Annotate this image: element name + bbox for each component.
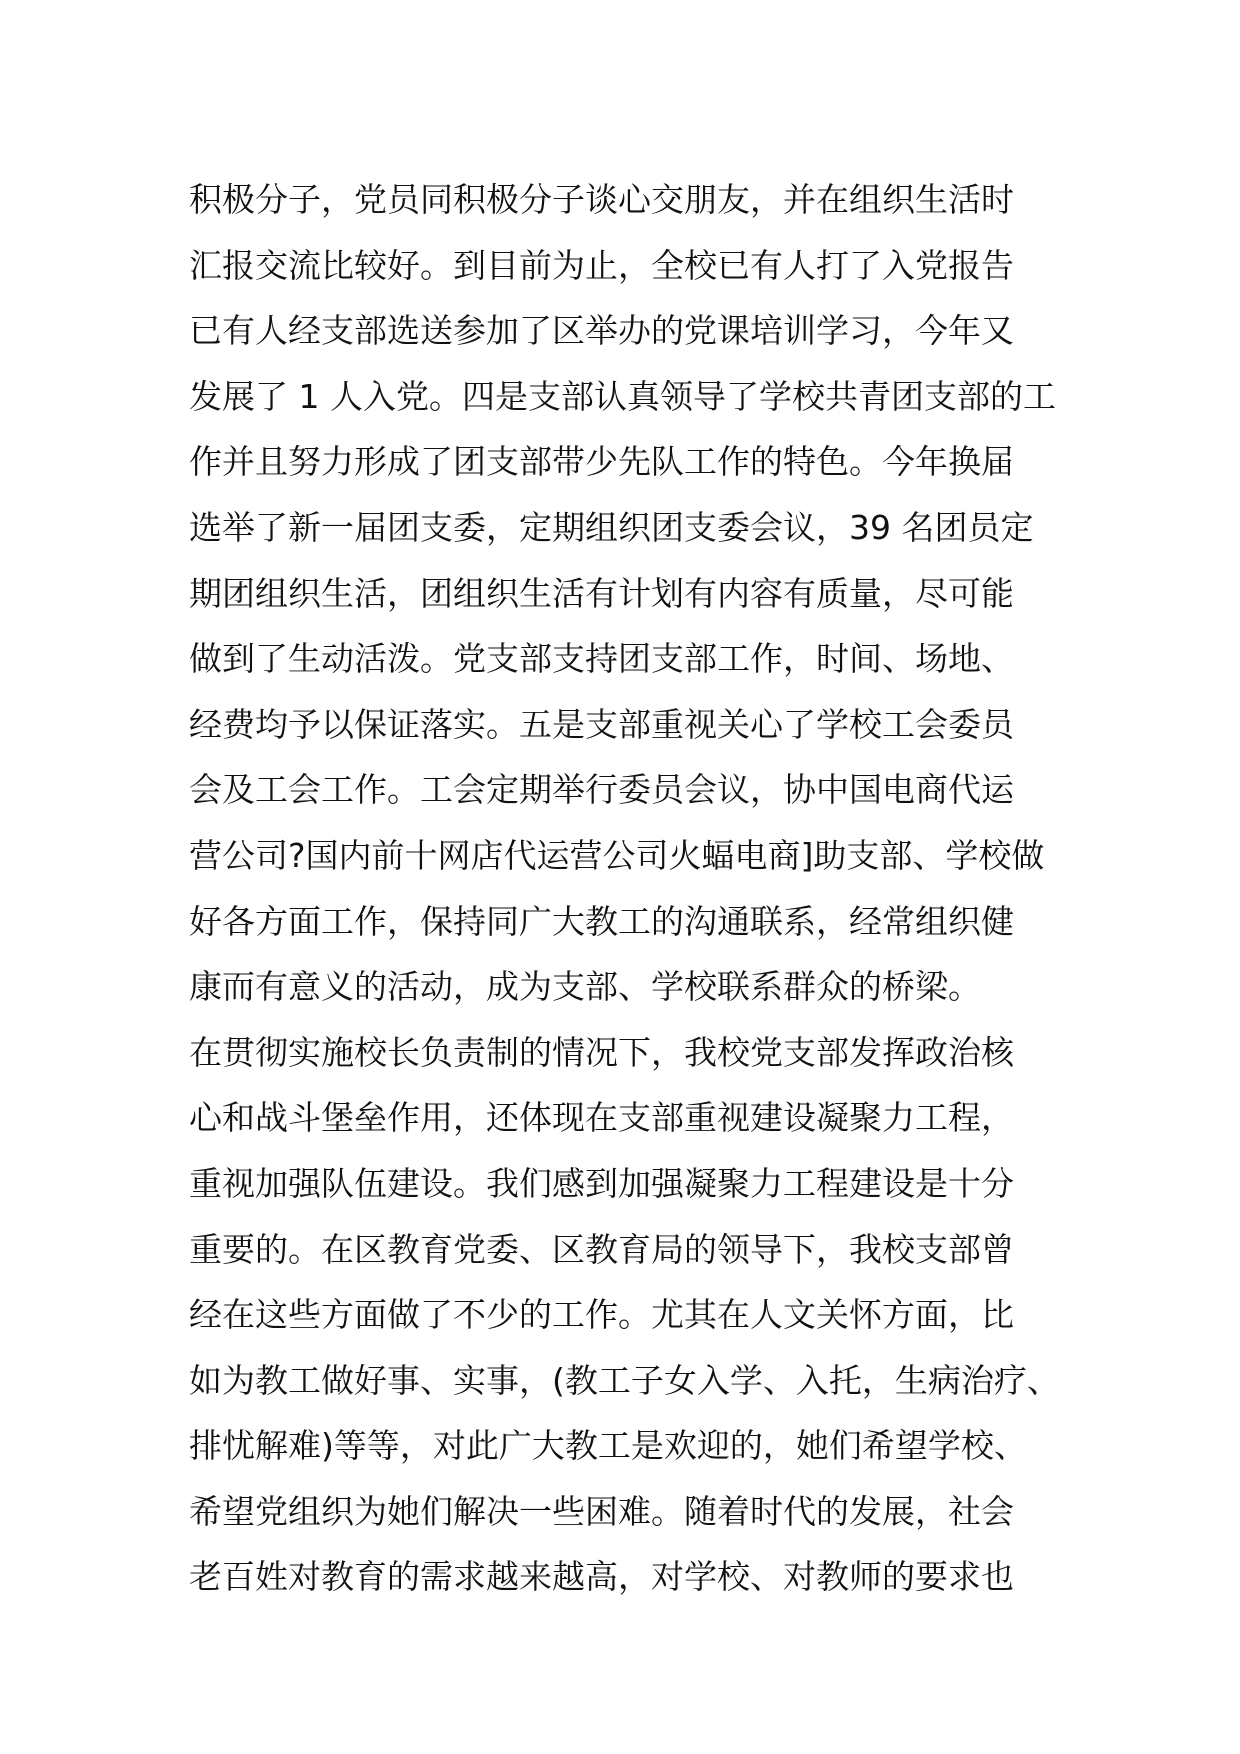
text-line: 汇报交流比较好。到目前为止，全校已有人打了入党报告: [189, 245, 1014, 285]
text-line: 经在这些方面做了不少的工作。尤其在人文关怀方面，比: [189, 1295, 1014, 1335]
text-line: 康而有意义的活动，成为支部、学校联系群众的桥梁。: [189, 967, 981, 1007]
text-line: 会及工会工作。工会定期举行委员会议，协中国电商代运: [189, 770, 1014, 810]
text-line: 重要的。在区教育党委、区教育局的领导下，我校支部曾: [189, 1229, 1014, 1269]
text-line: 积极分子，党员同积极分子谈心交朋友，并在组织生活时: [189, 180, 1014, 219]
text-line: 如为教工做好事、实事，(教工子女入学、入托，生病治疗、: [189, 1360, 1060, 1400]
text-line: 在贯彻实施校长负责制的情况下，我校党支部发挥政治核: [189, 1032, 1014, 1072]
text-line: 营公司?国内前十网店代运营公司火蝠电商]助支部、学校做: [189, 835, 1045, 875]
text-line: 排忧解难)等等，对此广大教工是欢迎的，她们希望学校、: [189, 1426, 1027, 1466]
text-line: 作并且努力形成了团支部带少先队工作的特色。今年换届: [189, 442, 1014, 482]
text-line: 经费均予以保证落实。五是支部重视关心了学校工会委员: [189, 704, 1014, 744]
text-line: 心和战斗堡垒作用，还体现在支部重视建设凝聚力工程，: [189, 1098, 1014, 1138]
text-line: 做到了生动活泼。党支部支持团支部工作，时间、场地、: [189, 639, 1014, 679]
body-text: [189, 167, 1089, 1610]
text-line: 老百姓对教育的需求越来越高，对学校、对教师的要求也: [189, 1557, 1014, 1597]
text-line: 期团组织生活，团组织生活有计划有内容有质量，尽可能: [189, 573, 1014, 613]
text-line: 选举了新一届团支委，定期组织团支委会议，39 名团员定: [189, 507, 1034, 547]
text-line: 发展了 1 人入党。四是支部认真领导了学校共青团支部的工: [189, 376, 1056, 416]
text-line: 好各方面工作，保持同广大教工的沟通联系，经常组织健: [189, 901, 1014, 941]
text-line: 已有人经支部选送参加了区举办的党课培训学习，今年又: [189, 311, 1014, 351]
text-line: 重视加强队伍建设。我们感到加强凝聚力工程建设是十分: [189, 1163, 1014, 1203]
text-line: 希望党组织为她们解决一些困难。随着时代的发展，社会: [189, 1491, 1014, 1531]
